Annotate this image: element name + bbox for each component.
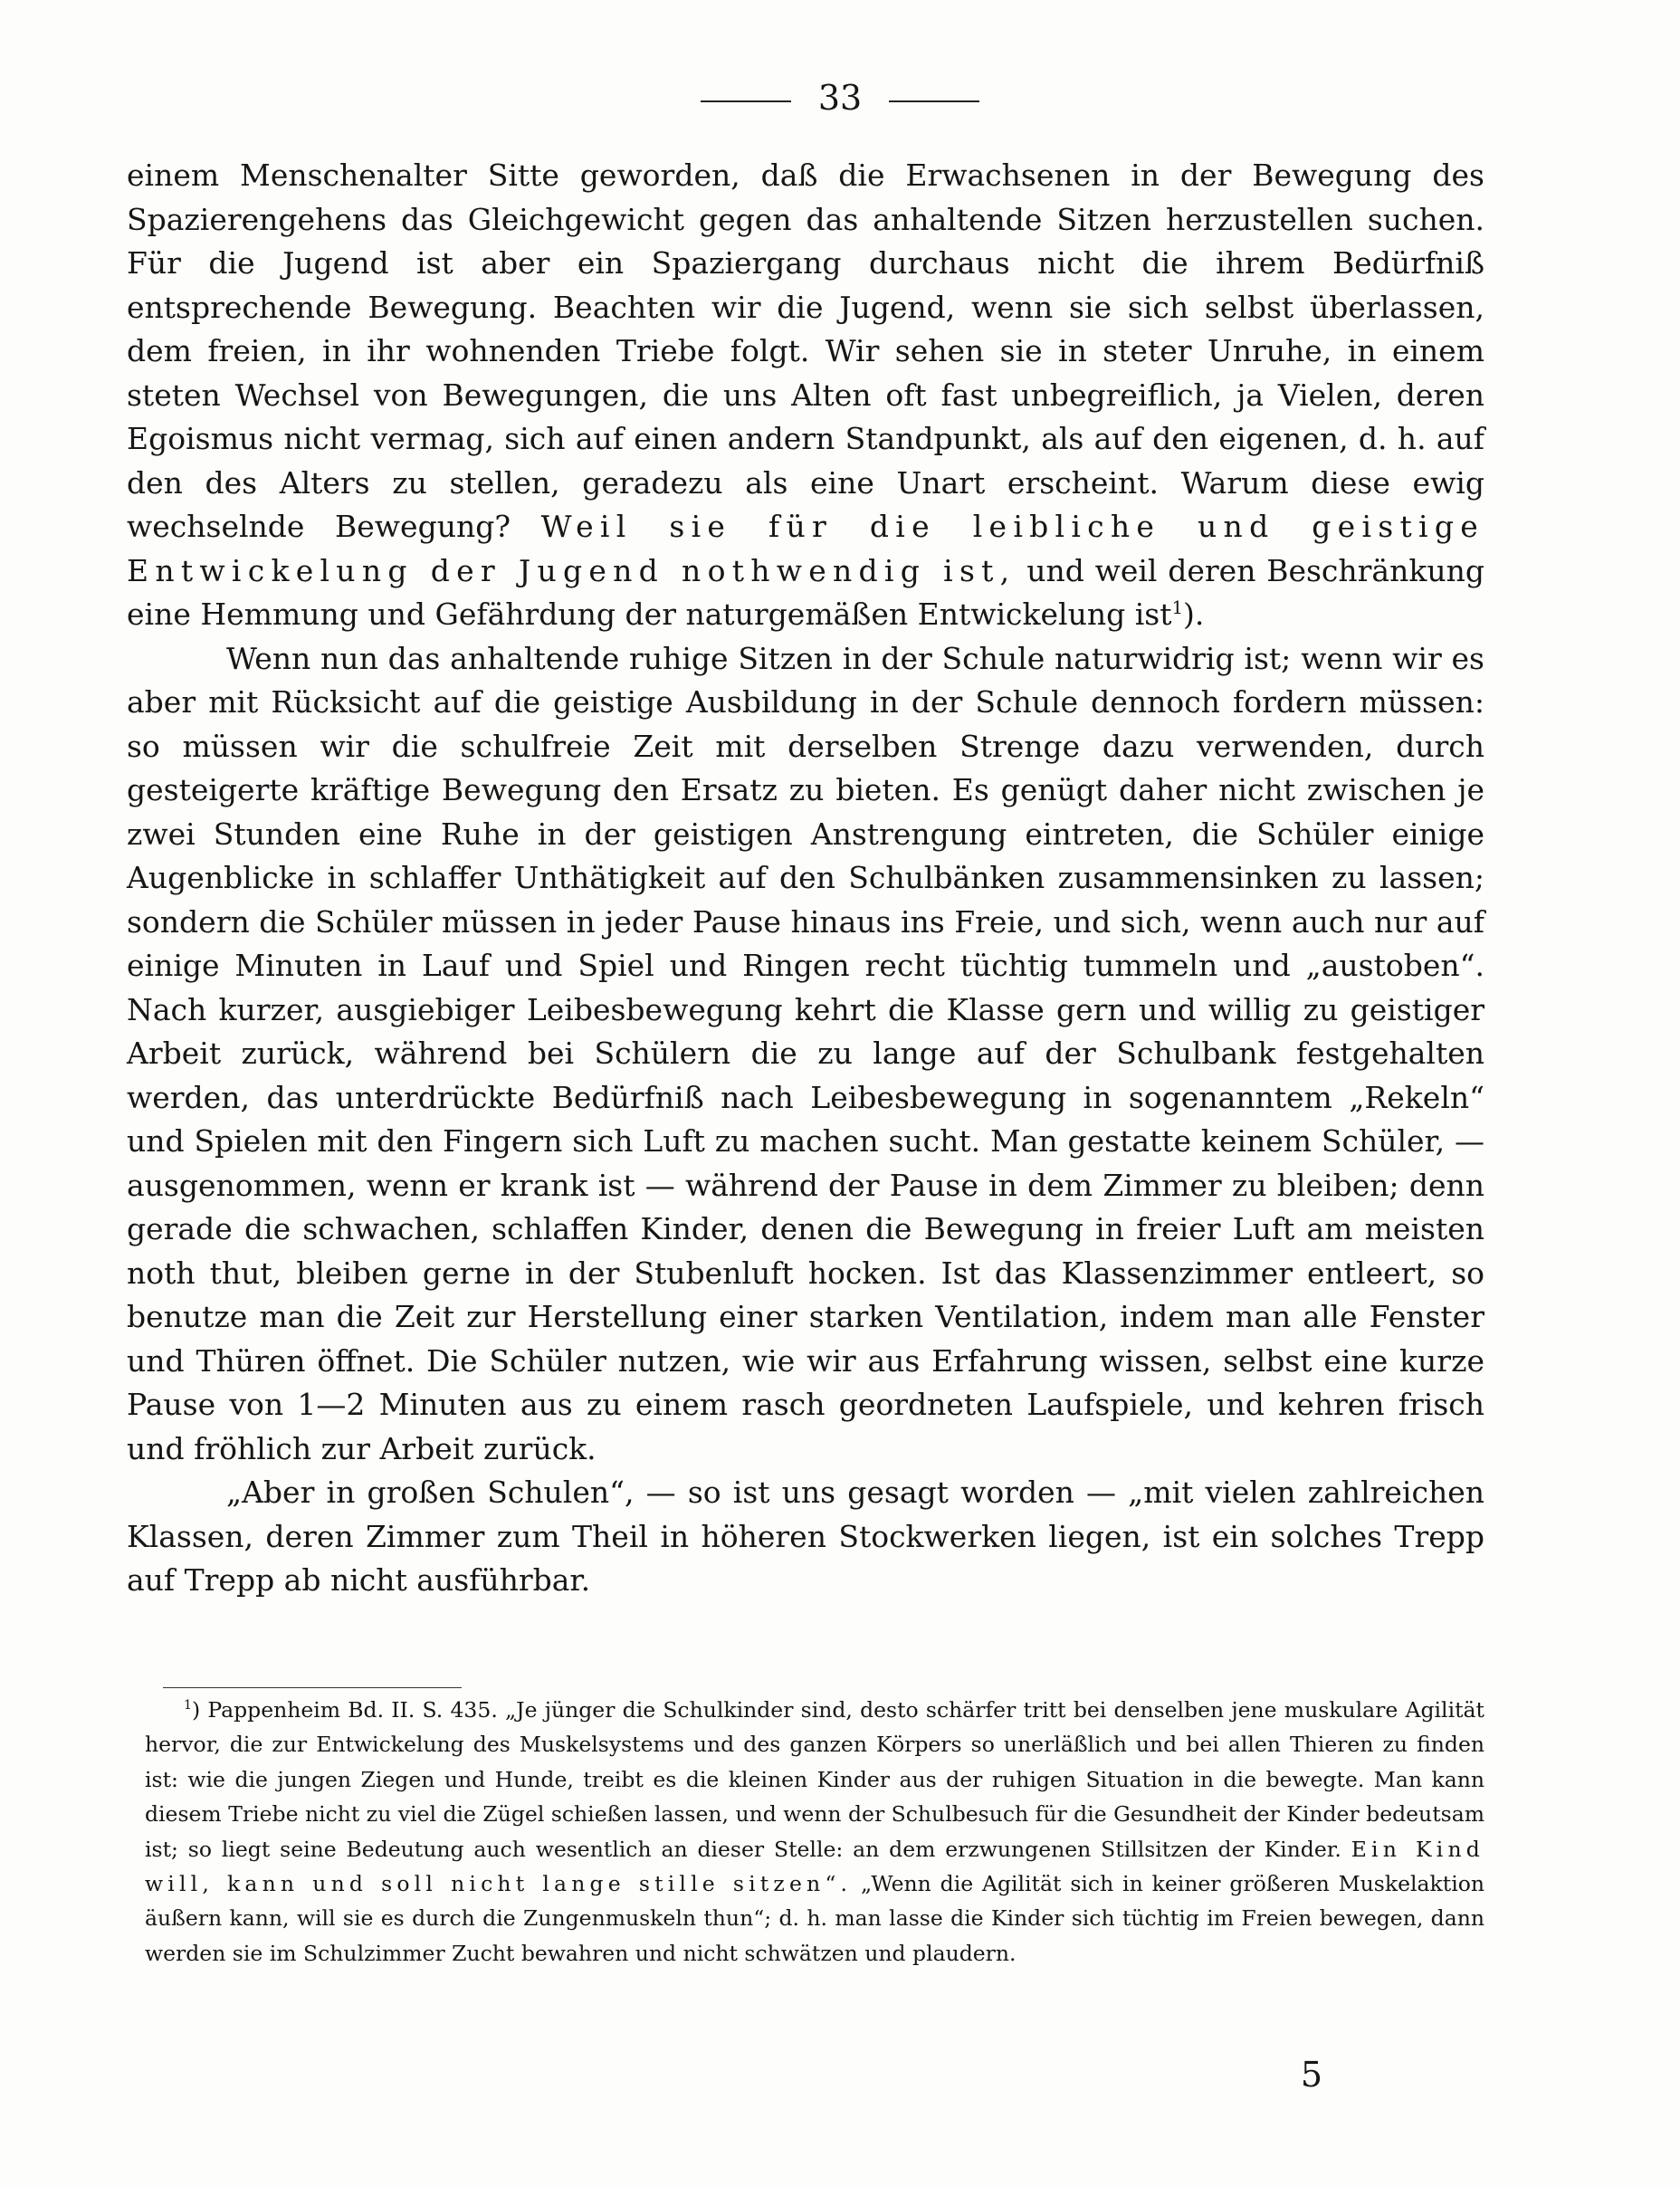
paragraph-1-end: ).: [1183, 597, 1205, 632]
paragraph-1-continuation: und weil deren Beschränkung eine Hemmung und Gefährdung der naturgemäßen Entwickelung ist: [127, 552, 1484, 632]
footnote-reference[interactable]: 1: [1171, 597, 1184, 618]
paragraph-2: Wenn nun das anhaltende ruhige Sitzen in der Schule naturwidrig ist; wenn wir es aber mit Rücksicht auf die geistige Ausbildung in der Schule dennoch fordern müssen: so müssen wir die schulfreie Zeit mit derselben Strenge dazu verwenden, durch gesteigerte kräftige Bewegung den Ersatz zu bieten. Es genügt daher nicht zwischen je zwei Stunden eine Ruhe in der geistigen Anstrengung eintreten, die Schüler einige Augenblicke in schlaffer Unthätigkeit auf den Schulbänken zusammensinken zu lassen; sondern die Schüler müssen in jeder Pause hinaus ins Freie, und sich, wenn auch nur auf einige Minuten in Lauf und Spiel und Ringen recht tüchtig tummeln und „austoben“. Nach kurzer, ausgiebiger Leibesbewegung kehrt die Klasse gern und willig zu geistiger Arbeit zurück, während bei Schülern die zu lange auf der Schulbank festgehalten werden, das unterdrückte Bedürfniß nach Leibesbewegung in sogenanntem „Rekeln“ und Spielen mit den Fingern sich Luft zu machen sucht. Man gestatte keinem Schüler, — ausgenommen, wenn er krank ist — während der Pause in dem Zimmer zu bleiben; denn gerade die schwachen, schlaffen Kinder, denen die Bewegung in freier Luft am meisten noth thut, bleiben gerne in der Stubenluft hocken. Ist das Klassenzimmer entleert, so benutze man die Zeit zur Herstellung einer starken Ventilation, indem man alle Fenster und Thüren öffnet. Die Schüler nutzen, wie wir aus Erfahrung wissen, selbst eine kurze Pause von 1—2 Minuten aus zu einem rasch geordneten Laufspiele, und kehren frisch und fröhlich zur Arbeit zurück.: [127, 640, 1484, 1466]
page-number: 33: [817, 78, 863, 118]
paragraph-1-text: einem Menschenalter Sitte geworden, daß die Erwachsenen in der Bewegung des Spazierengehens das Gleichgewicht gegen das anhaltende Sitzen herzustellen suchen. Für die Jugend ist aber ein Spaziergang durchaus nicht die ihrem Bedürfniß entsprechende Bewegung. Beachten wir die Jugend, wenn sie sich selbst überlassen, dem freien, in ihr wohnenden Triebe folgt. Wir sehen sie in steter Unruhe, in einem steten Wechsel von Bewegungen, die uns Alten oft fast unbegreiflich, ja Vielen, deren Egoismus nicht vermag, sich auf einen andern Standpunkt, als auf den eigenen, d. h. auf den des Alters zu stellen, geradezu als eine Unart erscheint. Warum diese ewig wechselnde Bewegung?: [127, 158, 1484, 544]
page-header: [0, 71, 1680, 125]
header-rule-left: [701, 100, 791, 102]
signature-mark: 5: [1300, 2055, 1322, 2095]
footnote-emphasis: Ein Kind will, kann und soll nicht lange stille sitzen“.: [145, 1836, 1484, 1897]
paragraph-1-emphasis: Weil sie für die leibliche und geistige Entwickelung der Jugend nothwendig ist,: [127, 509, 1484, 588]
footnote-text: ) Pappenheim Bd. II. S. 435. „Je jünger die Schulkinder sind, desto schärfer tritt bei denselben jene muskulare Agilität hervor, die zur Entwickelung des Muskelsystems und des ganzen Körpers so unerläßlich und bei allen Thieren zu finden ist: wie die jungen Ziegen und Hunde, treibt es die kleinen Kinder aus der ruhigen Situation in die bewegte. Man kann diesem Triebe nicht zu viel die Zügel schießen lassen, und wenn der Schulbesuch für die Gesundheit der Kinder bedeutsam ist; so liegt seine Bedeutung auch wesentlich an dieser Stelle: an dem erzwungenen Stillsitzen der Kinder.: [145, 1697, 1484, 1862]
footnote-mark: 1: [184, 1698, 192, 1713]
main-text: [127, 154, 1484, 1603]
footnote-divider: [163, 1687, 462, 1688]
footnote-1: [145, 1693, 1484, 1971]
paragraph-3: „Aber in großen Schulen“, — so ist uns gesagt worden — „mit vielen zahlreichen Klassen, deren Zimmer zum Theil in höheren Stockwerken liegen, ist ein solches Trepp auf Trepp ab nicht ausführbar.: [127, 1475, 1484, 1598]
footnote-section: [145, 1693, 1484, 1971]
header-rule-right: [889, 100, 979, 102]
paragraph-1: [127, 154, 1484, 637]
footnote-text-continued: „Wenn die Agilität sich in keiner größeren Muskelaktion äußern kann, will sie es durch die Zungenmuskeln thun“; d. h. man lasse die Kinder sich tüchtig im Freien bewegen, dann werden sie im Schulzimmer Zucht bewahren und nicht schwätzen und plaudern.: [145, 1871, 1484, 1966]
